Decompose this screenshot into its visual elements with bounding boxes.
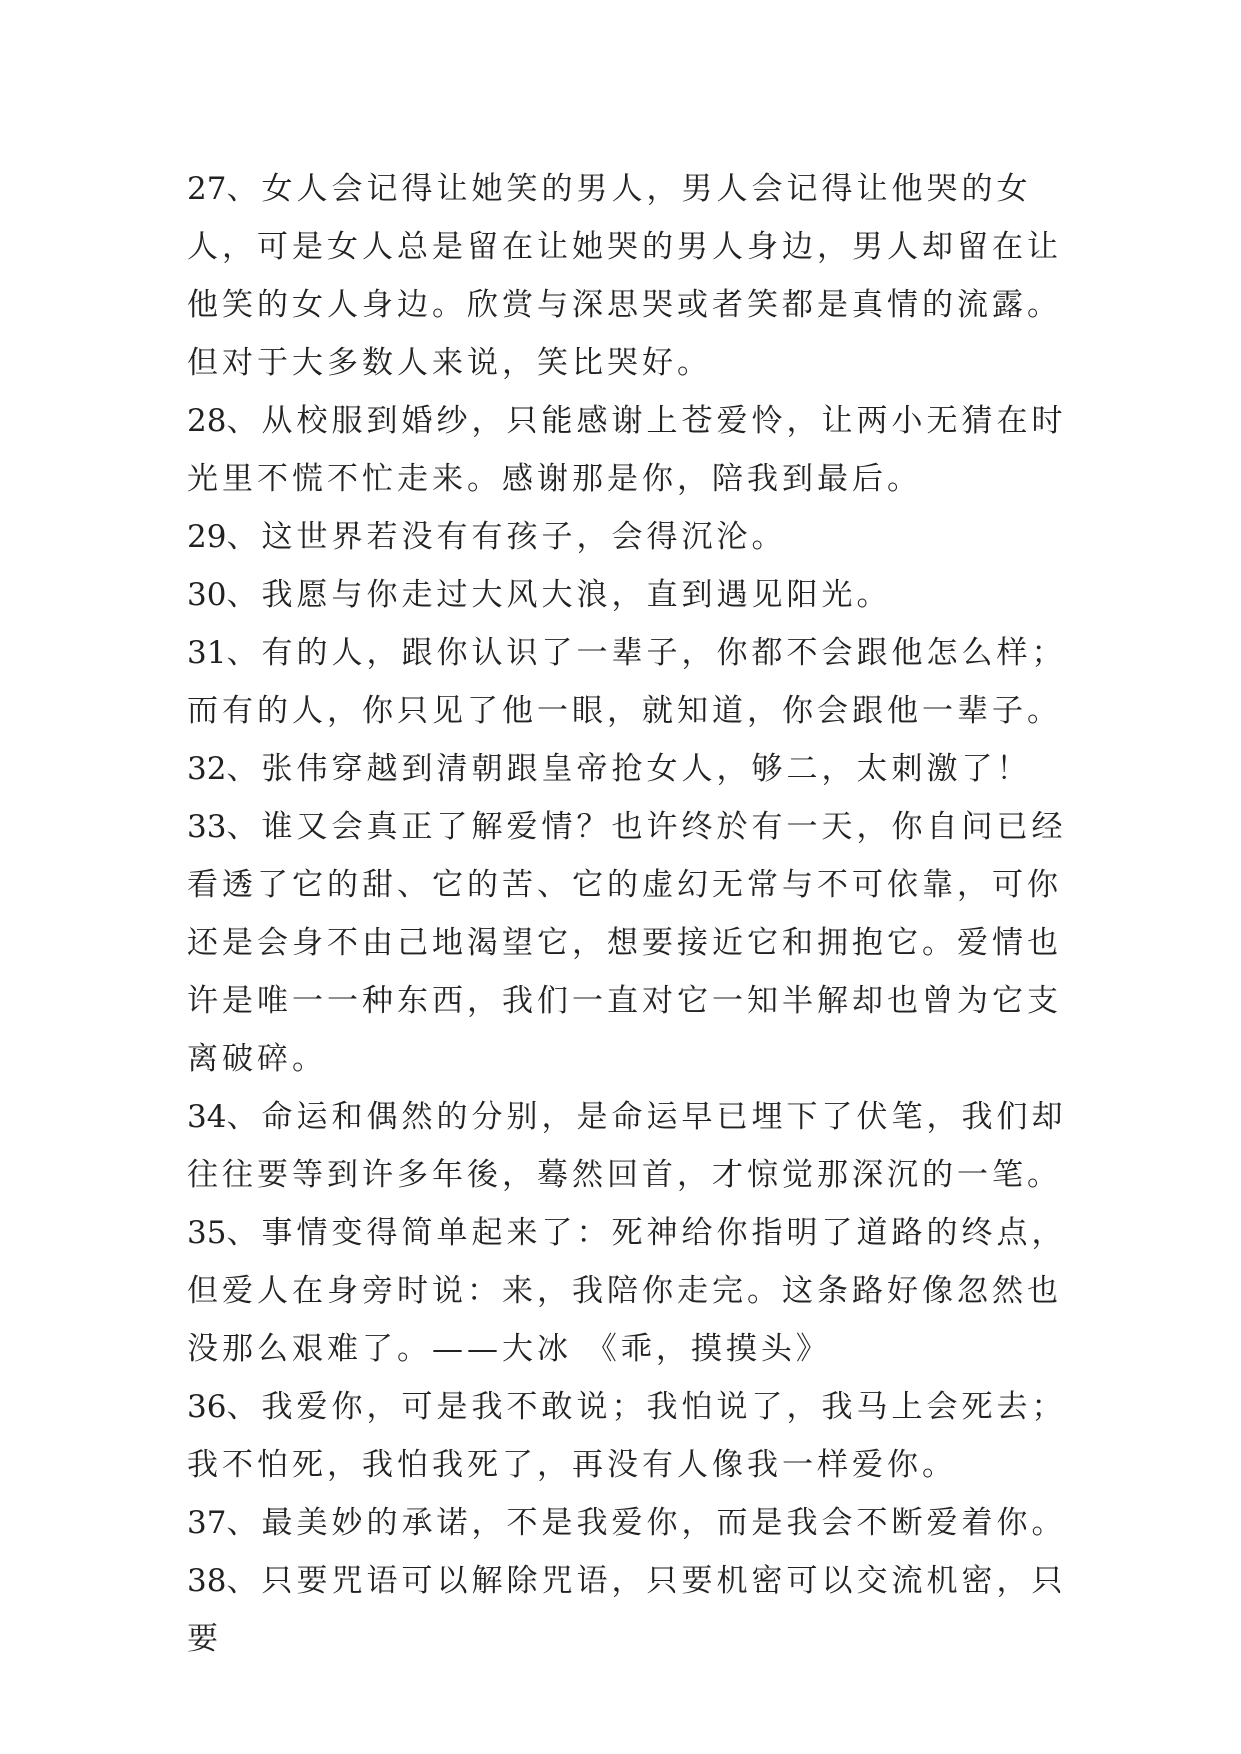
entry-32	[187, 740, 1067, 798]
entry-number: 38	[187, 1563, 227, 1599]
entry-text: 、谁又会真正了解爱情？也许终於有一天，你自问已经看透了它的甜、它的苦、它的虚幻无常与不可依靠，可你还是会身不由己地渴望它，想要接近它和拥抱它。爱情也许是唯一一种东西，我们一直对它一知半解却也曾为它支离破碎。	[187, 809, 1067, 1077]
entry-number: 30	[187, 577, 227, 613]
entry-text: 、只要咒语可以解除咒语，只要机密可以交流机密，只要	[187, 1563, 1067, 1657]
entry-text: 、这世界若没有有孩子，会得沉沦。	[226, 519, 787, 555]
entry-29	[187, 508, 1067, 566]
entry-34	[187, 1088, 1067, 1204]
entry-text: 、我愿与你走过大风大浪，直到遇见阳光。	[226, 577, 892, 613]
entry-number: 31	[187, 635, 227, 671]
entry-35	[187, 1204, 1067, 1378]
entry-number: 29	[187, 519, 227, 555]
entry-number: 33	[187, 809, 227, 845]
entry-number: 34	[187, 1099, 227, 1135]
entry-28	[187, 392, 1067, 508]
entry-38	[187, 1552, 1067, 1668]
entry-text: 、张伟穿越到清朝跟皇帝抢女人，够二，太刺激了！	[226, 751, 1032, 787]
entry-text: 、我爱你，可是我不敢说；我怕说了，我马上会死去；我不怕死，我怕我死了，再没有人像我一样爱你。	[187, 1389, 1067, 1483]
entry-number: 27	[187, 171, 227, 207]
entry-31	[187, 624, 1067, 740]
entry-text: 、事情变得简单起来了：死神给你指明了道路的终点，但爱人在身旁时说：来，我陪你走完。这条路好像忽然也没那么艰难了。——大冰 《乖，摸摸头》	[187, 1215, 1067, 1367]
entry-text: 、最美妙的承诺，不是我爱你，而是我会不断爱着你。	[226, 1505, 1067, 1541]
entry-text: 、有的人，跟你认识了一辈子，你都不会跟他怎么样；而有的人，你只见了他一眼，就知道，你会跟他一辈子。	[187, 635, 1067, 729]
entry-number: 32	[187, 751, 227, 787]
entry-text: 、从校服到婚纱，只能感谢上苍爱怜，让两小无猜在时光里不慌不忙走来。感谢那是你，陪我到最后。	[187, 403, 1067, 497]
entry-number: 36	[187, 1389, 227, 1425]
entry-number: 37	[187, 1505, 227, 1541]
entry-number: 28	[187, 403, 227, 439]
document-body	[187, 160, 1067, 1668]
entry-37	[187, 1494, 1067, 1552]
entry-33	[187, 798, 1067, 1088]
entry-text: 、女人会记得让她笑的男人，男人会记得让他哭的女人，可是女人总是留在让她哭的男人身边，男人却留在让他笑的女人身边。欣赏与深思哭或者笑都是真情的流露。但对于大多数人来说，笑比哭好。	[187, 171, 1062, 381]
entry-text: 、命运和偶然的分别，是命运早已埋下了伏笔，我们却往往要等到许多年後，蓦然回首，才惊觉那深沉的一笔。	[187, 1099, 1067, 1193]
entry-36	[187, 1378, 1067, 1494]
entry-30	[187, 566, 1067, 624]
entry-number: 35	[187, 1215, 227, 1251]
entry-27	[187, 160, 1067, 392]
